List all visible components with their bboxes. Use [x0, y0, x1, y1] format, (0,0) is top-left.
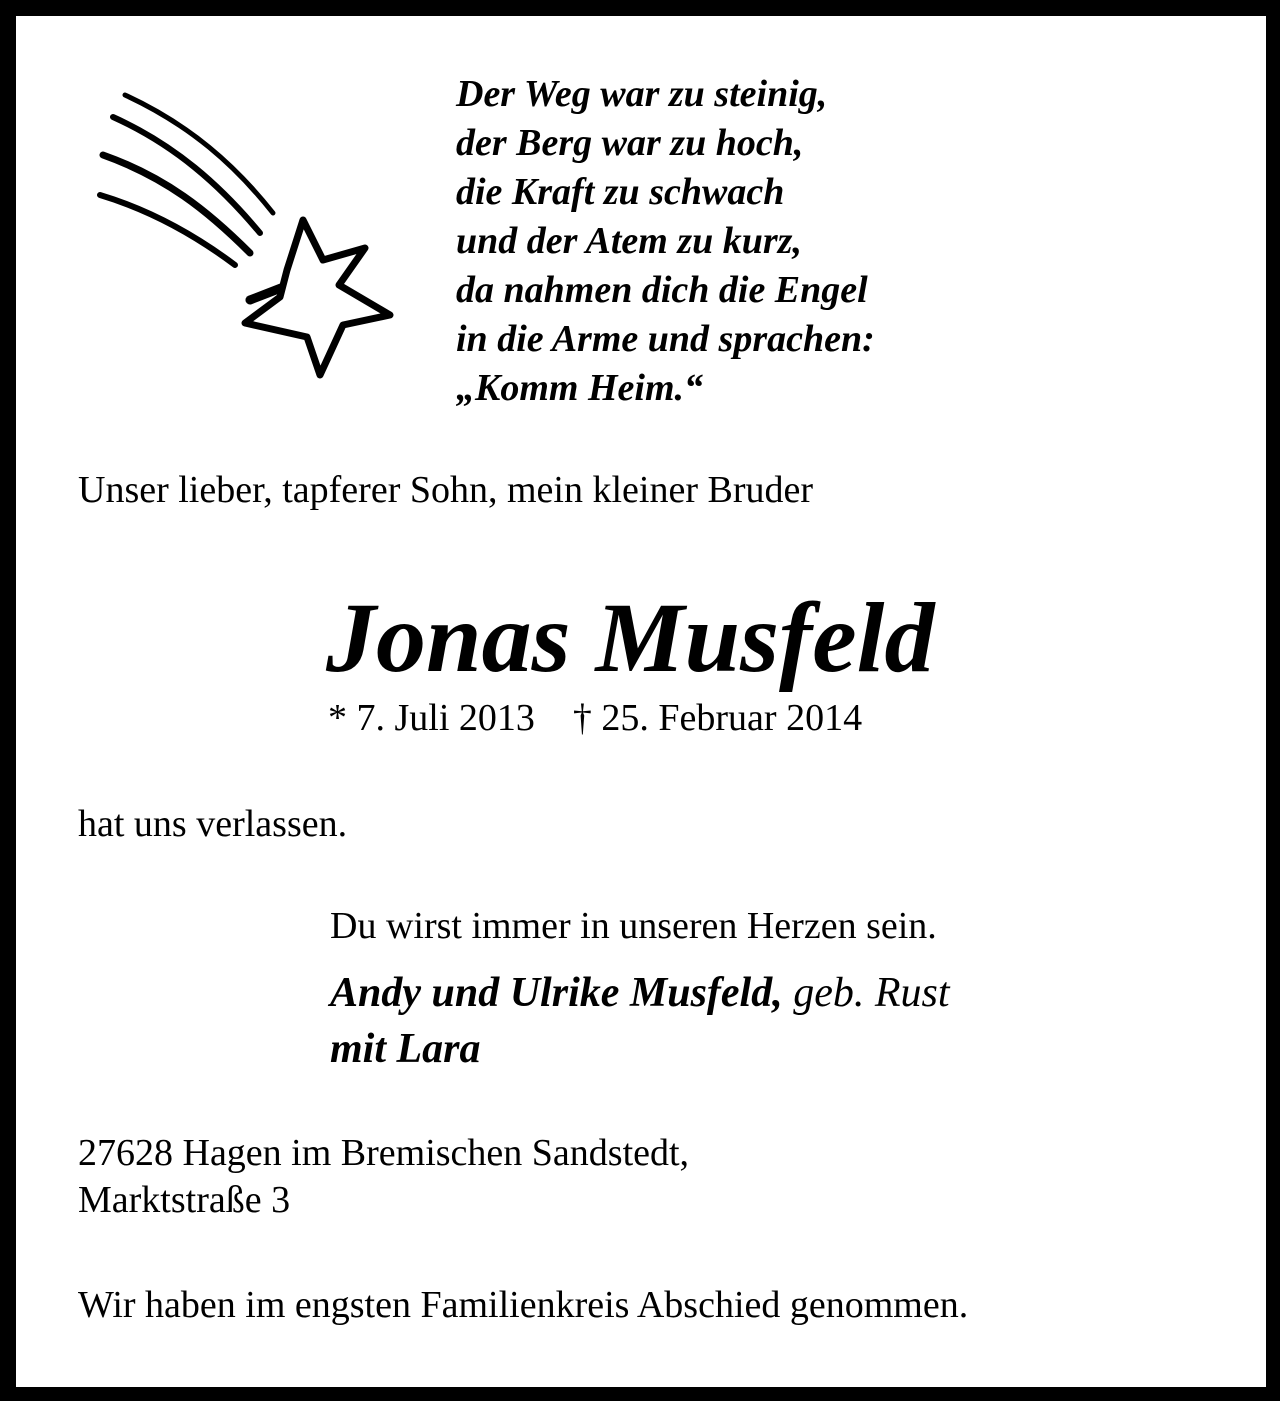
address: [78, 1130, 689, 1224]
poem-line: da nahmen dich die Engel: [456, 269, 868, 311]
poem-line: der Berg war zu hoch,: [456, 122, 804, 164]
birth-date: * 7. Juli 2013: [328, 697, 535, 739]
poem-line: „Komm Heim.“: [456, 367, 703, 409]
farewell-text: Wir haben im engsten Familienkreis Abschied genommen.: [78, 1284, 969, 1326]
left-us-text: hat uns verlassen.: [78, 803, 348, 845]
life-dates: [328, 696, 862, 740]
poem-line: und der Atem zu kurz,: [456, 220, 802, 262]
shooting-star-icon: [95, 85, 405, 385]
deceased-name: Jonas Musfeld: [326, 582, 935, 693]
heart-text: Du wirst immer in unseren Herzen sein.: [330, 905, 937, 947]
family-signature: [330, 965, 950, 1077]
address-line: 27628 Hagen im Bremischen Sandstedt,: [78, 1132, 690, 1174]
poem: [456, 70, 875, 413]
address-line: Marktstraße 3: [78, 1179, 291, 1221]
intro-text: Unser lieber, tapferer Sohn, mein kleiner Bruder: [78, 469, 813, 511]
family-line: [330, 965, 950, 1021]
death-date: † 25. Februar 2014: [572, 697, 863, 739]
poem-line: Der Weg war zu steinig,: [456, 73, 828, 115]
maiden-name: geb. Rust: [793, 970, 950, 1016]
family-names: Andy und Ulrike Musfeld,: [330, 970, 783, 1016]
family-with: mit Lara: [330, 1026, 481, 1072]
poem-line: in die Arme und sprachen:: [456, 318, 875, 360]
poem-line: die Kraft zu schwach: [456, 171, 785, 213]
